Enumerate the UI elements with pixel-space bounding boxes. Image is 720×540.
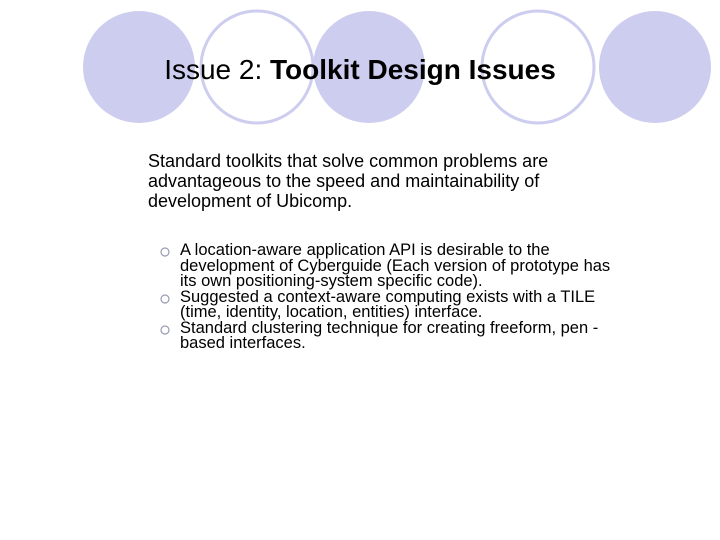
- bullet-list: [160, 243, 630, 352]
- title-emphasis: Toolkit Design Issues: [270, 54, 556, 85]
- hollow-circle-bullet-icon: [160, 247, 170, 257]
- bullet-text: A location-aware application API is desirable to the development of Cyberguide (Each version of prototype has its own positioning-system specific code).: [180, 241, 611, 290]
- title-prefix: Issue 2:: [164, 54, 271, 85]
- bullet-item: [160, 318, 630, 352]
- bullet-item: [160, 243, 630, 290]
- bullet-item: [160, 287, 630, 321]
- intro-paragraph: Standard toolkits that solve common problems are advantageous to the speed and maintainability of development of Ubicomp.: [148, 151, 549, 211]
- hollow-circle-bullet-icon: [160, 325, 170, 335]
- slide-title: [100, 50, 620, 90]
- bullet-text: Standard clustering technique for creating freeform, pen -based interfaces.: [180, 318, 599, 352]
- bullet-text: Suggested a context-aware computing exists with a TILE (time, identity, location, entities) interface.: [180, 287, 596, 321]
- hollow-circle-bullet-icon: [160, 294, 170, 304]
